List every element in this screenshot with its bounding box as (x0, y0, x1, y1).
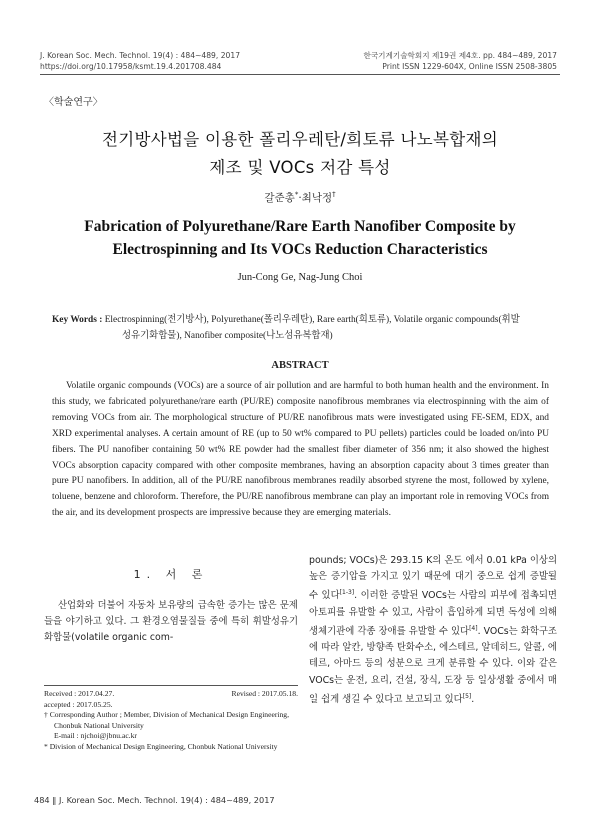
citation-ref-1[interactable]: [1-3] (339, 589, 355, 597)
keywords-line2: 성유기화합물), Nanofiber composite(나노섬유복합재) (122, 330, 333, 341)
section-heading-intro: 1. 서 론 (133, 568, 209, 581)
author-ko-1: 갈준총 (264, 192, 295, 204)
corresponding-email[interactable]: E-mail : njchoi@jbnu.ac.kr (54, 731, 137, 741)
footer-divider: ‖ (52, 795, 57, 805)
header-rule (40, 74, 560, 75)
footnotes (44, 689, 298, 753)
journal-citation: J. Korean Soc. Mech. Technol. 19(4) : 484~489, 2017 (40, 51, 241, 60)
authors-en: Jun-Cong Ge, Nag-Jung Choi (237, 272, 363, 283)
title-en-line2: Electrospinning and Its VOCs Reduction Characteristics (112, 241, 488, 258)
abstract-title: ABSTRACT (271, 360, 329, 371)
intro-right-paragraph (309, 553, 557, 708)
accepted-date: accepted : 2017.05.25. (44, 699, 113, 709)
footer-journal-ref: J. Korean Soc. Mech. Technol. 19(4) : 484~489, 2017 (58, 795, 275, 805)
title-ko-line1: 전기방사법을 이용한 폴리우레탄/희토류 나노복합재의 (102, 130, 498, 149)
intro-right-text-3: . VOCs는 화학구조에 따라 알칸, 방향족 탄화수소, 에스테르, 알데히드, 알콜, 에테르, 아마드 등의 성분으로 크게 분류할 수 있다. 이와 같은 VOCs는 운전, 요리, 건설, 장식, 도장 등 일상생활 중에서 매일 쉽게 생길 수 있다고 보고되고 있다 (309, 626, 557, 705)
received-date: Received : 2017.04.27. (44, 689, 115, 698)
keywords-line1: Electrospinning(전기방사), Polyurethane(폴리우레탄), Rare earth(희토류), Volatile organic compounds(휘발 (104, 315, 520, 325)
title-ko-line2: 제조 및 VOCs 저감 특성 (209, 158, 391, 177)
revised-date: Revised : 2017.05.18. (231, 689, 298, 698)
keywords (52, 313, 552, 344)
page-footer (34, 795, 275, 805)
running-header-right (364, 51, 557, 72)
keywords-label: Key Words : (52, 315, 103, 325)
running-header-left (40, 51, 240, 72)
intro-left-paragraph: 산업화와 더불어 자동차 보유량의 급속한 증가는 많은 문제들을 야기하고 있다. 그 환경오염물질들 중에 특히 휘발성유기화합물(volatile organic com- (44, 600, 298, 643)
journal-citation-ko: 한국기계기술학회지 제19권 제4호. pp. 484~489, 2017 (363, 51, 557, 60)
footnote-rule (44, 685, 298, 686)
intro-right-text-2: . 이러한 증발된 VOCs는 사람의 피부에 접촉되면 아토피를 유발할 수 있고, 사람이 흡입하게 되면 독성에 의해 생체기관에 각종 장애를 유발할 수 있다 (309, 590, 557, 638)
citation-ref-2[interactable]: [4] (469, 624, 478, 632)
abstract-body: Volatile organic compounds (VOCs) are a source of air pollution and are harmful to both human health and the environment. In this study, we fabricated polyurethane/rare earth (PU/RE) composite nanofibrous membranes via electrospinning with the aim of removing VOCs from air. The morphological structure of PU/RE nanofibrous mats were investigated using FE-SEM, EDX, and XRD experimental analyses. A certain amount of RE (up to 50 wt% compared to PU pellets) particles could be loaded on/into PU fibers. The PU nanofiber containing 50 wt% RE powder had the smallest fiber diameter of 356 nm; it also showed the highest VOCs absorption capacity compared with other composite membranes, having an absorption capacity about 3 times greater than pure PU nanofibers. In addition, all of the PU/RE nanofibrous membranes readily absorbed styrene the most, followed by xylene, toluene, benzene and chloroform. Therefore, the PU/RE nanofibrous membrane can play an important role in removing VOCs from the air, and its development prospects are impressive because they are emerging materials. (52, 381, 549, 519)
author-ko-2-mark: † (332, 190, 336, 199)
citation-ref-3[interactable]: [5] (462, 692, 472, 700)
issn-line: Print ISSN 1229-604X, Online ISSN 2508-3805 (382, 61, 557, 71)
affiliation-note: * Division of Mechanical Design Engineering, Chonbuk National University (44, 741, 278, 751)
intro-right-text-1: pounds; VOCs)은 293.15 K의 온도 에서 0.01 kPa 이상의 높은 증기압을 가지고 있기 때문에 대기 중으로 쉽게 증발될 수 있다 (309, 555, 557, 602)
category-tag: 〈학술연구〉 (44, 97, 103, 108)
author-separator: · (298, 192, 302, 204)
author-ko-1-mark: * (294, 190, 299, 199)
title-en-line1: Fabrication of Polyurethane/Rare Earth Nanofiber Composite by (84, 218, 516, 235)
authors-ko (0, 190, 600, 205)
intro-right-text-4: . (471, 694, 475, 705)
author-ko-2: 최낙정 (301, 192, 333, 204)
corresponding-author-note: † Corresponding Author ; Member, Division of Mechanical Design Engineering, Chonbuk National University (44, 710, 289, 730)
doi-link[interactable]: https://doi.org/10.17958/ksmt.19.4.201708.484 (40, 61, 222, 71)
page-number: 484 (34, 795, 50, 805)
